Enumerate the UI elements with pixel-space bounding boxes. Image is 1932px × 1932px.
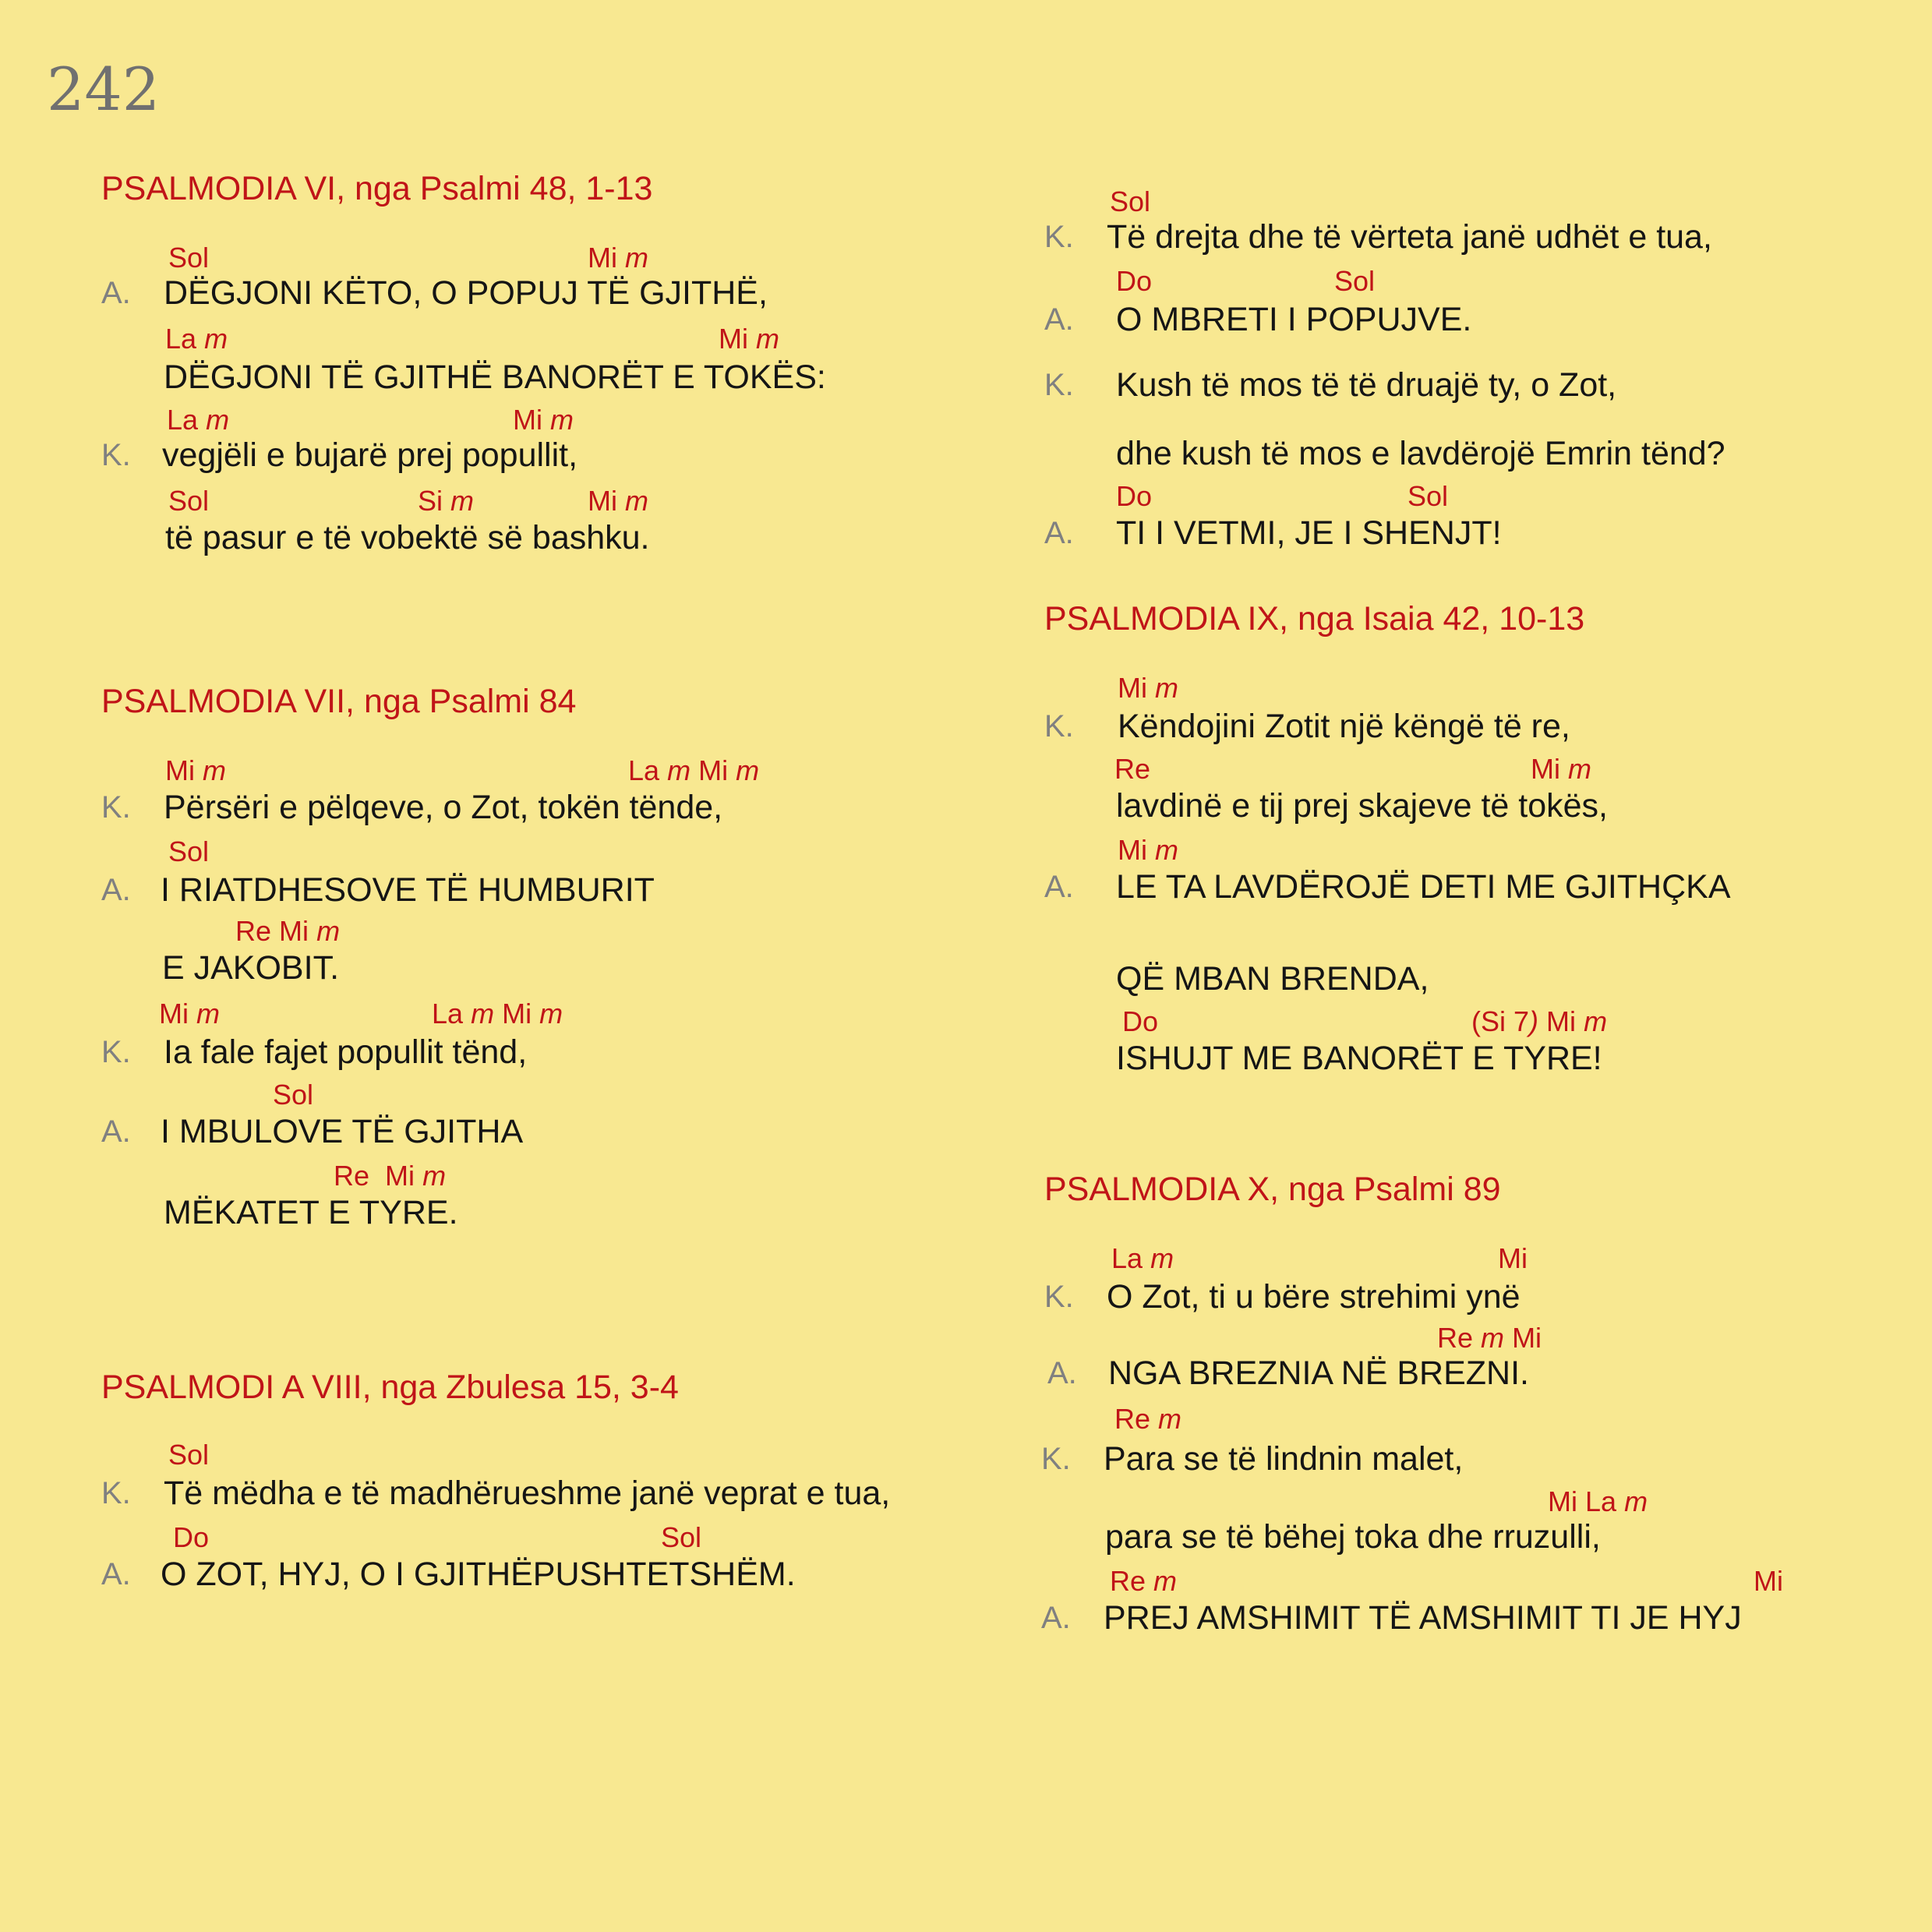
chord-re-mi-minor: Re Mi m [334, 1160, 447, 1192]
section-heading-psalmodia-viii: PSALMODI A VIII, nga Zbulesa 15, 3-4 [101, 1369, 679, 1406]
response-marker-a: A. [1044, 870, 1074, 904]
chord-mi-minor: Mi m [159, 998, 221, 1030]
verse-line: DËGJONI TË GJITHË BANORËT E TOKËS: [164, 358, 826, 396]
response-marker-k: K. [101, 790, 131, 825]
response-marker-a: A. [101, 276, 131, 310]
verse-line: Të mëdha e të madhërueshme janë veprat e tua, [164, 1475, 891, 1512]
chord-la-minor-mi-minor: La m Mi m [628, 754, 760, 786]
response-marker-k: K. [1041, 1442, 1071, 1476]
verse-line: Kush të mos të të druajë ty, o Zot, [1116, 366, 1617, 404]
chord-mi-minor: Mi m [513, 404, 574, 436]
chord-la-minor: La m [165, 323, 228, 355]
chord-mi-minor: Mi m [165, 754, 227, 786]
chord-do: Do [1116, 480, 1153, 512]
response-marker-k: K. [1044, 220, 1074, 254]
verse-line: Para se të lindnin malet, [1104, 1440, 1464, 1478]
chord-sol: Sol [168, 485, 210, 517]
chord-si7-mi-minor: (Si 7) Mi m [1471, 1005, 1608, 1037]
chord-si-minor: Si m [418, 485, 475, 517]
chord-sol: Sol [273, 1079, 314, 1111]
response-marker-a: A. [1044, 516, 1074, 550]
response-marker-a: A. [1047, 1356, 1077, 1390]
verse-line: E JAKOBIT. [162, 949, 340, 987]
verse-line: vegjëli e bujarë prej popullit, [162, 436, 578, 474]
verse-line: PREJ AMSHIMIT TË AMSHIMIT TI JE HYJ [1104, 1599, 1742, 1637]
verse-line: Përsëri e pëlqeve, o Zot, tokën tënde, [164, 789, 723, 826]
chord-mi: Mi [1498, 1242, 1528, 1274]
chord-mi-la-minor: Mi La m [1548, 1485, 1648, 1517]
verse-line: MËKATET E TYRE. [164, 1194, 458, 1231]
verse-line: I MBULOVE TË GJITHA [161, 1113, 524, 1150]
response-marker-a: A. [101, 873, 131, 907]
chord-sol: Sol [661, 1521, 702, 1553]
chord-re-minor: Re m [1110, 1565, 1178, 1597]
chord-re-minor-mi: Re m Mi [1437, 1322, 1542, 1354]
chord-la-minor: La m [167, 404, 230, 436]
chord-mi-minor: Mi m [719, 323, 780, 355]
chord-sol: Sol [1334, 265, 1376, 297]
response-marker-a: A. [101, 1557, 131, 1591]
chord-mi-minor: Mi m [588, 242, 649, 274]
chord-re-minor: Re m [1114, 1403, 1182, 1435]
chord-sol: Sol [1110, 185, 1151, 217]
section-heading-psalmodia-vii: PSALMODIA VII, nga Psalmi 84 [101, 683, 577, 720]
chord-do: Do [1122, 1005, 1159, 1037]
page-number: 242 [47, 55, 161, 124]
chord-mi: Mi [1754, 1565, 1783, 1597]
response-marker-a: A. [101, 1114, 131, 1149]
verse-line: QË MBAN BRENDA, [1116, 960, 1429, 998]
response-marker-k: K. [101, 1476, 131, 1510]
verse-line: të pasur e të vobektë së bashku. [165, 519, 650, 556]
chord-mi-minor: Mi m [1531, 753, 1592, 785]
chord-re-mi-minor: Re Mi m [235, 915, 341, 947]
verse-line: O MBRETI I POPUJVE. [1116, 301, 1472, 338]
verse-line: O ZOT, HYJ, O I GJITHËPUSHTETSHËM. [161, 1556, 796, 1593]
chord-sol: Sol [168, 1439, 210, 1471]
response-marker-k: K. [1044, 368, 1074, 402]
chord-mi-minor: Mi m [1118, 672, 1179, 704]
chord-re: Re [1114, 753, 1151, 785]
response-marker-a: A. [1041, 1601, 1071, 1635]
chord-mi-minor: Mi m [588, 485, 649, 517]
verse-line: TI I VETMI, JE I SHENJT! [1116, 514, 1502, 552]
chord-do: Do [1116, 265, 1153, 297]
verse-line: O Zot, ti u bëre strehimi ynë [1107, 1278, 1521, 1316]
chord-sol: Sol [1407, 480, 1449, 512]
response-marker-k: K. [101, 1035, 131, 1069]
verse-line: ISHUJT ME BANORËT E TYRE! [1116, 1040, 1602, 1077]
verse-line: NGA BREZNIA NË BREZNI. [1108, 1355, 1529, 1392]
response-marker-k: K. [1044, 709, 1074, 743]
verse-line: para se të bëhej toka dhe rruzulli, [1105, 1518, 1601, 1556]
verse-line: dhe kush të mos e lavdërojë Emrin tënd? [1116, 435, 1725, 472]
section-heading-psalmodia-ix: PSALMODIA IX, nga Isaia 42, 10-13 [1044, 600, 1585, 638]
section-heading-psalmodia-vi: PSALMODIA VI, nga Psalmi 48, 1-13 [101, 170, 653, 207]
verse-line: Të drejta dhe të vërteta janë udhët e tua, [1107, 218, 1712, 256]
chord-la-minor: La m [1111, 1242, 1174, 1274]
verse-line: Këndojini Zotit një këngë të re, [1118, 708, 1570, 745]
verse-line: lavdinë e tij prej skajeve të tokës, [1116, 787, 1608, 825]
chord-sol: Sol [168, 242, 210, 274]
verse-line: DËGJONI KËTO, O POPUJ TË GJITHË, [164, 274, 768, 312]
chord-do: Do [173, 1521, 210, 1553]
verse-line: I RIATDHESOVE TË HUMBURIT [161, 871, 655, 909]
section-heading-psalmodia-x: PSALMODIA X, nga Psalmi 89 [1044, 1171, 1501, 1208]
response-marker-k: K. [101, 438, 131, 472]
verse-line: LE TA LAVDËROJË DETI ME GJITHÇKA [1116, 868, 1731, 906]
chord-sol: Sol [168, 835, 210, 867]
chord-mi-minor: Mi m [1118, 834, 1179, 866]
verse-line: Ia fale fajet popullit tënd, [164, 1033, 528, 1071]
chord-la-minor-mi-minor: La m Mi m [432, 998, 563, 1030]
response-marker-a: A. [1044, 302, 1074, 337]
response-marker-k: K. [1044, 1280, 1074, 1314]
